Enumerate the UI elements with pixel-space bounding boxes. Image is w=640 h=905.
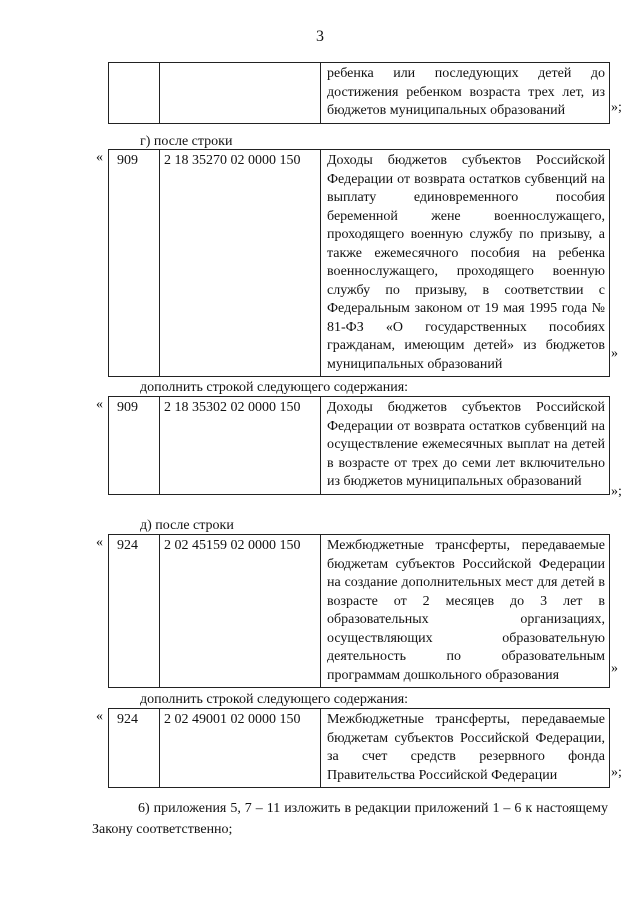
closing-quote: »;	[611, 765, 622, 780]
closing-quote: »;	[611, 100, 622, 115]
section-heading-d-add: дополнить строкой следующего содержания:	[140, 692, 409, 707]
table-section-g	[108, 149, 610, 377]
closing-quote: »;	[611, 484, 622, 499]
table-row	[109, 535, 610, 688]
table-row	[109, 709, 610, 788]
section-heading-d: д) после строки	[140, 518, 234, 533]
cell-text: Межбюджетные трансферты, передаваемые бюджетам субъектов Российской Федерации на создание дополнительных мест для детей в возрасте от 2 месяцев до 3 лет в образовательных организациях, осуществляющих образовательную деятельность по образовательным программам дошкольного образования	[321, 535, 610, 688]
cell-admin: 924	[109, 535, 160, 688]
cell-code: 2 02 49001 02 0000 150	[160, 709, 321, 788]
cell-admin	[109, 63, 160, 124]
opening-quote: «	[96, 397, 103, 412]
cell-code	[160, 63, 321, 124]
table-row	[109, 150, 610, 377]
table-section-d	[108, 534, 610, 688]
cell-admin: 924	[109, 709, 160, 788]
paragraph-6: 6) приложения 5, 7 – 11 изложить в редакции приложений 1 – 6 к настоящему Закону соответственно;	[92, 801, 608, 837]
opening-quote: «	[96, 150, 103, 165]
table-row	[109, 63, 610, 124]
cell-admin: 909	[109, 150, 160, 377]
cell-text: Доходы бюджетов субъектов Российской Федерации от возврата остатков субвенций на осуществление ежемесячных выплат на детей в возрасте от трех до семи лет включительно из бюджетов муниципальных образований	[321, 397, 610, 495]
cell-code: 2 02 45159 02 0000 150	[160, 535, 321, 688]
page-number: 3	[316, 28, 324, 45]
table-row	[109, 397, 610, 495]
cell-text: ребенка или последующих детей до достижения ребенком возраста трех лет, из бюджетов муниципальных образований	[321, 63, 610, 124]
cell-code: 2 18 35302 02 0000 150	[160, 397, 321, 495]
cell-admin: 909	[109, 397, 160, 495]
table-section-d-add	[108, 708, 610, 788]
opening-quote: «	[96, 535, 103, 550]
cell-code: 2 18 35270 02 0000 150	[160, 150, 321, 377]
section-heading-g-add: дополнить строкой следующего содержания:	[140, 380, 409, 395]
closing-quote: »	[611, 661, 618, 676]
table-section-g-add	[108, 396, 610, 495]
cell-text: Доходы бюджетов субъектов Российской Федерации от возврата остатков субвенций на выплату единовременного пособия беременной жене военнослужащего, проходящего военную службу по призыву, а также ежемесячного пособия на ребенка военнослужащего, проходящего военную службу по призыву, в соответствии с Федеральным законом от 19 мая 1995 года № 81-ФЗ «О государственных пособиях гражданам, имеющим детей» из бюджетов муниципальных образований	[321, 150, 610, 377]
table-top-continuation	[108, 62, 610, 124]
section-heading-g: г) после строки	[140, 134, 233, 149]
closing-quote: »	[611, 346, 618, 361]
cell-text: Межбюджетные трансферты, передаваемые бюджетам субъектов Российской Федерации, за счет средств резервного фонда Правительства Российской Федерации	[321, 709, 610, 788]
opening-quote: «	[96, 709, 103, 724]
